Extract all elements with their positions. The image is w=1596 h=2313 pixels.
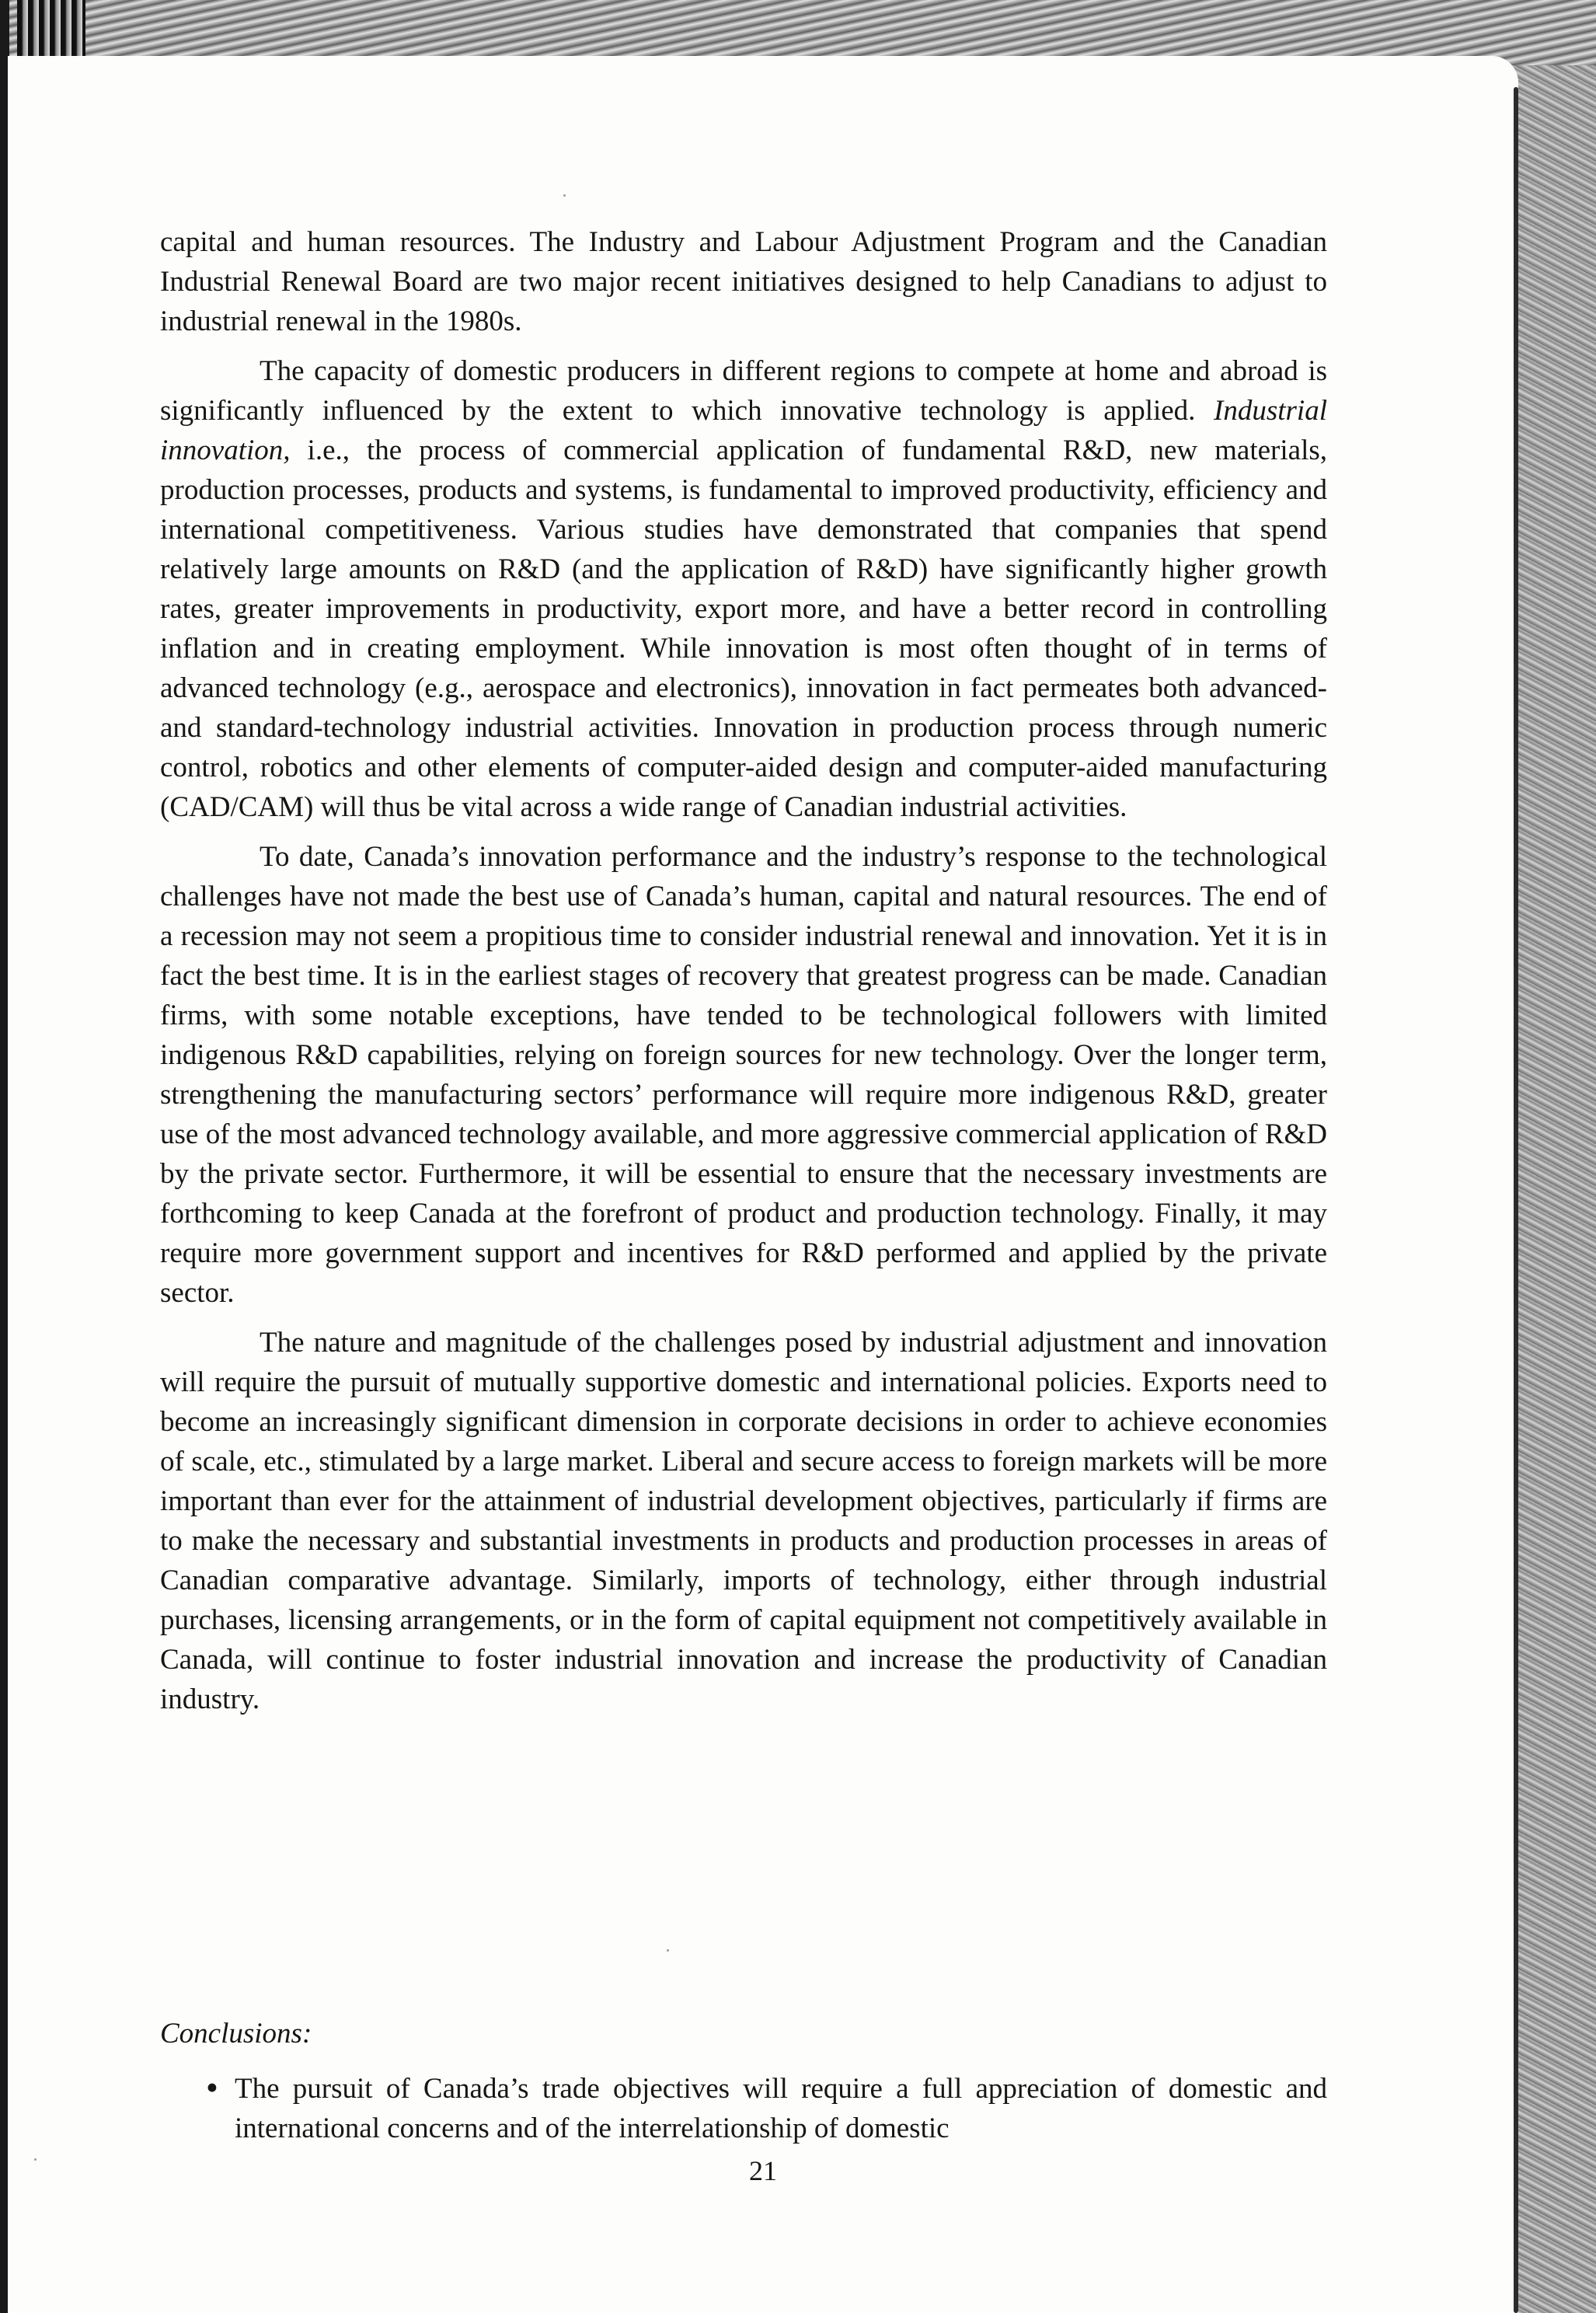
paragraph-2-rest: i.e., the process of commercial application of fundamental R&D, new materials, production processes, products and systems, is fundamental to improved productivity, efficiency and international competitiveness. Various studies have demonstrated that companies that spend relatively large amounts on R&D (and the application of R&D) have significantly higher growth rates, greater improvements in productivity, export more, and have a better record in controlling inflation and in creating employment. While innovation is most often thought of in terms of advanced technology (e.g., aerospace and electronics), innovation in fact permeates both advanced- and standard-technology industrial activities. Innovation in production process through numeric control, robotics and other elements of computer-aided design and computer-aided manufacturing (CAD/CAM) will thus be vital across a wide range of Canadian industrial activities. xyxy=(160,434,1327,823)
industrial-innovation-term: Industrial innovation, xyxy=(160,395,1327,466)
paragraph-2-lead: The capacity of domestic producers in different regions to compete at home and abroad is significantly influenced by the extent to which innovative technology is applied. xyxy=(160,355,1327,427)
scan-speck xyxy=(563,194,566,197)
paragraph-1: capital and human resources. The Industry and Labour Adjustment Program and the Canadian Industrial Renewal Board are two major recent initiatives designed to help Canadians to adjust to industrial renewal in the 1980s. xyxy=(160,226,1327,337)
bullet-dot-icon: • xyxy=(204,2072,221,2105)
paragraph-3: To date, Canada’s innovation performance and the industry’s response to the technological challenges have not made the best use of Canada’s human, capital and natural resources. The end of a recession may not seem a propitious time to consider industrial renewal and innovation. Yet it is in fact the best time. It is in the earliest stages of recovery that greatest progress can be made. Canadian firms, with some notable exceptions, have tended to be technological followers with limited indigenous R&D capabilities, relying on foreign sources for new technology. Over the longer term, strengthening the manufacturing sectors’ performance will require more indigenous R&D, greater use of the most advanced technology available, and more aggressive commercial application of R&D by the private sector. Furthermore, it will be essential to ensure that the necessary investments are forthcoming to keep Canada at the forefront of product and production technology. Finally, it may require more government support and incentives for R&D performed and applied by the private sector. xyxy=(160,841,1327,1309)
document-page xyxy=(8,56,1518,2313)
conclusions-heading: Conclusions: xyxy=(160,2018,312,2050)
bullet-text: The pursuit of Canada’s trade objectives will require a full appreciation of domestic and international concerns and of the interrelationship of domestic xyxy=(235,2073,1327,2144)
body-text xyxy=(160,222,1327,1729)
conclusion-bullet xyxy=(204,2069,1327,2148)
page-edge-shadow xyxy=(1514,87,1518,2313)
scan-speck xyxy=(667,1949,669,1952)
paragraph-2 xyxy=(160,351,1327,827)
paragraph-4: The nature and magnitude of the challenges posed by industrial adjustment and innovation will require the pursuit of mutually supportive domestic and international policies. Exports need to become an increasingly significant dimension in corporate decisions in order to achieve economies of scale, etc., stimulated by a large market. Liberal and secure access to foreign markets will be more important than ever for the attainment of industrial development objectives, particularly if firms are to make the necessary and substantial investments in products and production processes in areas of Canadian comparative advantage. Similarly, imports of technology, either through industrial purchases, licensing arrangements, or in the form of capital equipment not competitively available in Canada, will continue to foster industrial innovation and increase the productivity of Canadian industry. xyxy=(160,1327,1327,1715)
page-number: 21 xyxy=(749,2155,777,2186)
